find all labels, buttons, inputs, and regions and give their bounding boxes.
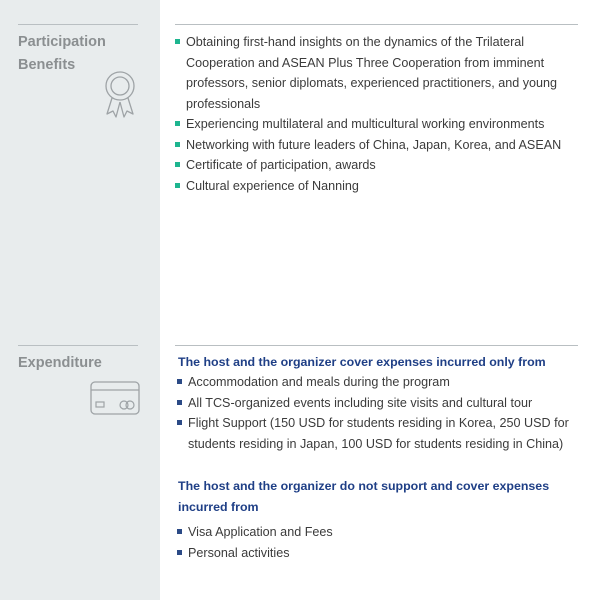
list-item-text: Cultural experience of Nanning (186, 178, 359, 193)
list-item (177, 522, 582, 543)
list-item (177, 372, 582, 393)
benefits-right-divider (175, 24, 578, 25)
list-item-text: Obtaining first-hand insights on the dynamics of the Trilateral Cooperation and ASEAN Plus Three Cooperation from imminent professors, senior diplomats, experienced practitioners, and young professionals (186, 35, 558, 111)
bullet-square (175, 183, 180, 188)
list-item-text: Visa Application and Fees (188, 525, 333, 539)
expenditure-right-divider (175, 345, 578, 346)
benefits-left-divider (18, 24, 138, 25)
bullet-square (175, 142, 180, 147)
bullet-square (177, 400, 182, 405)
list-item-text: Networking with future leaders of China, Japan, Korea, and ASEAN (186, 137, 562, 152)
covered-expenses-list (177, 372, 582, 454)
list-item (175, 135, 580, 156)
bullet-square (177, 420, 182, 425)
list-item-text: Certificate of participation, awards (186, 158, 376, 172)
expenditure-section-label: Expenditure (18, 355, 102, 371)
not-covered-expenses-heading: The host and the organizer do not support and cover expenses incurred from (178, 479, 550, 514)
list-item (175, 114, 580, 135)
bullet-square (175, 121, 180, 126)
bullet-square (177, 550, 182, 555)
list-item-text: Flight Support (150 USD for students residing in Korea, 250 USD for students residing in Japan, 100 USD for students residing in China) (188, 416, 569, 451)
award-ribbon-icon (100, 68, 140, 122)
covered-expenses-heading: The host and the organizer cover expenses incurred only from (178, 355, 546, 369)
bullet-square (177, 529, 182, 534)
list-item (177, 413, 582, 454)
list-item-text: Personal activities (188, 545, 290, 560)
bullet-square (177, 379, 182, 384)
bullet-square (175, 162, 180, 167)
list-item-text: All TCS-organized events including site visits and cultural tour (188, 395, 533, 410)
list-item (177, 393, 582, 414)
list-item (175, 176, 580, 197)
list-item (175, 155, 580, 176)
not-covered-expenses-list (177, 522, 582, 563)
list-item-text: Accommodation and meals during the program (188, 375, 450, 389)
bullet-square (175, 39, 180, 44)
benefits-section-label: Participation Benefits (18, 34, 106, 73)
benefits-list (175, 32, 580, 196)
list-item (175, 32, 580, 114)
list-item-text: Experiencing multilateral and multicultural working environments (186, 117, 545, 131)
credit-card-icon (90, 380, 140, 416)
list-item (177, 543, 582, 564)
expenditure-left-divider (18, 345, 138, 346)
